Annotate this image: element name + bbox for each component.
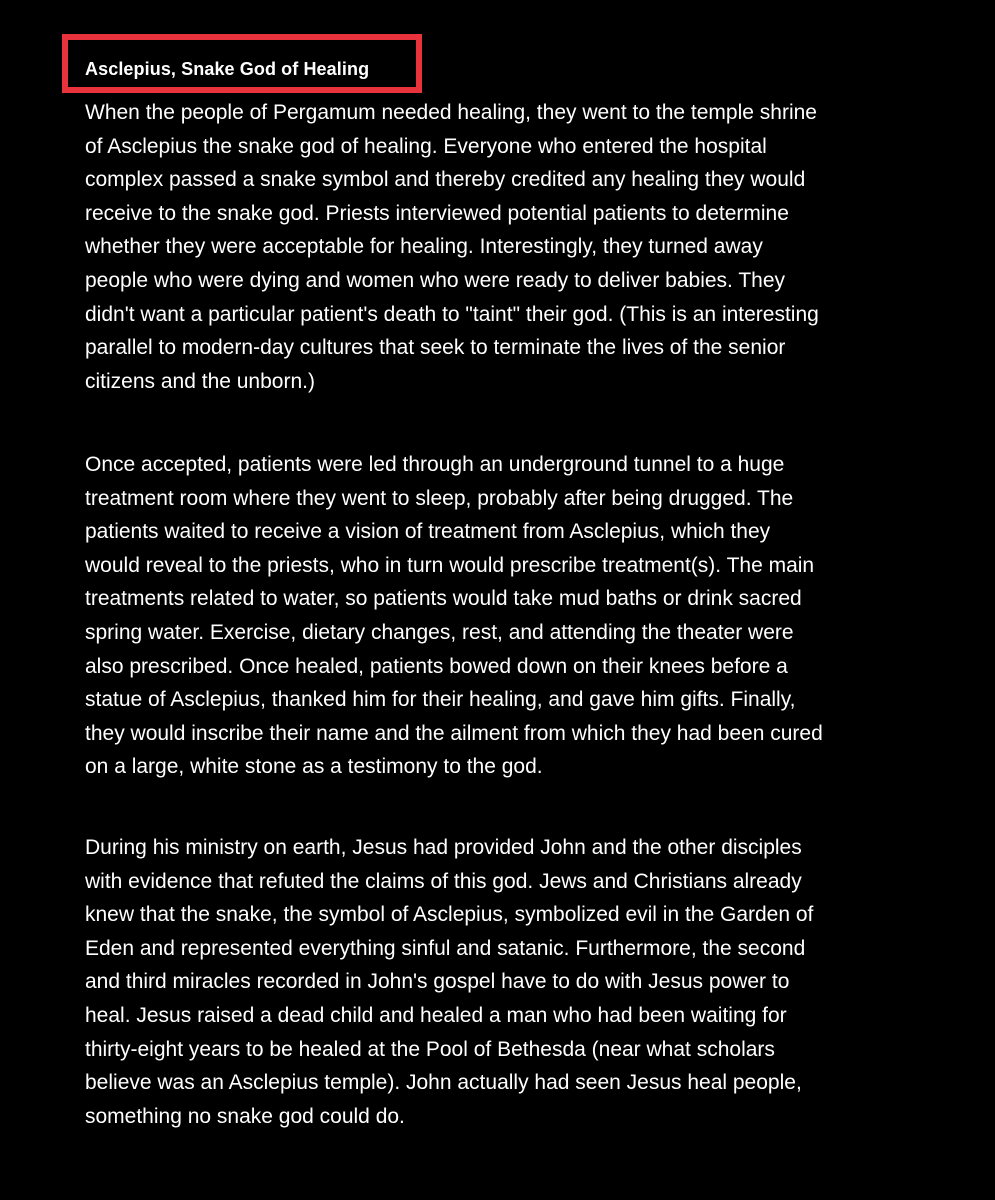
paragraph-1: When the people of Pergamum needed healing, they went to the temple shrine of Asclepius the snake god of healing. Everyone who entered the hospital complex passed a snake symbol and thereby credited any healing they would receive to the snake god. Priests interviewed potential patients to determine whether they were acceptable for healing. Interestingly, they turned away people who were dying and women who were ready to deliver babies. They didn't want a particular patient's death to "taint" their god. (This is an interesting parallel to modern-day cultures that seek to terminate the lives of the senior citizens and the unborn.) — [85, 101, 819, 393]
article-heading: Asclepius, Snake God of Healing — [85, 59, 370, 79]
paragraph-2: Once accepted, patients were led through an underground tunnel to a huge treatment room where they went to sleep, probably after being drugged. The patients waited to receive a vision of treatment from Asclepius, which they would reveal to the priests, who in turn would prescribe treatment(s). The main treatments related to water, so patients would take mud baths or drink sacred spring water. Exercise, dietary changes, rest, and attending the theater were also prescribed. Once healed, patients bowed down on their knees before a statue of Asclepius, thanked him for their healing, and gave him gifts. Finally, they would inscribe their name and the ailment from which they had been cured on a large, white stone as a testimony to the god. — [85, 453, 823, 779]
paragraph-3: During his ministry on earth, Jesus had provided John and the other disciples with evidence that refuted the claims of this god. Jews and Christians already knew that the snake, the symbol of Asclepius, symbolized evil in the Garden of Eden and represented everything sinful and satanic. Furthermore, the second and third miracles recorded in John's gospel have to do with Jesus power to heal. Jesus raised a dead child and healed a man who had been waiting for thirty-eight years to be healed at the Pool of Bethesda (near what scholars believe was an Asclepius temple). John actually had seen Jesus heal people, something no snake god could do. — [85, 836, 814, 1128]
article — [85, 55, 825, 1128]
